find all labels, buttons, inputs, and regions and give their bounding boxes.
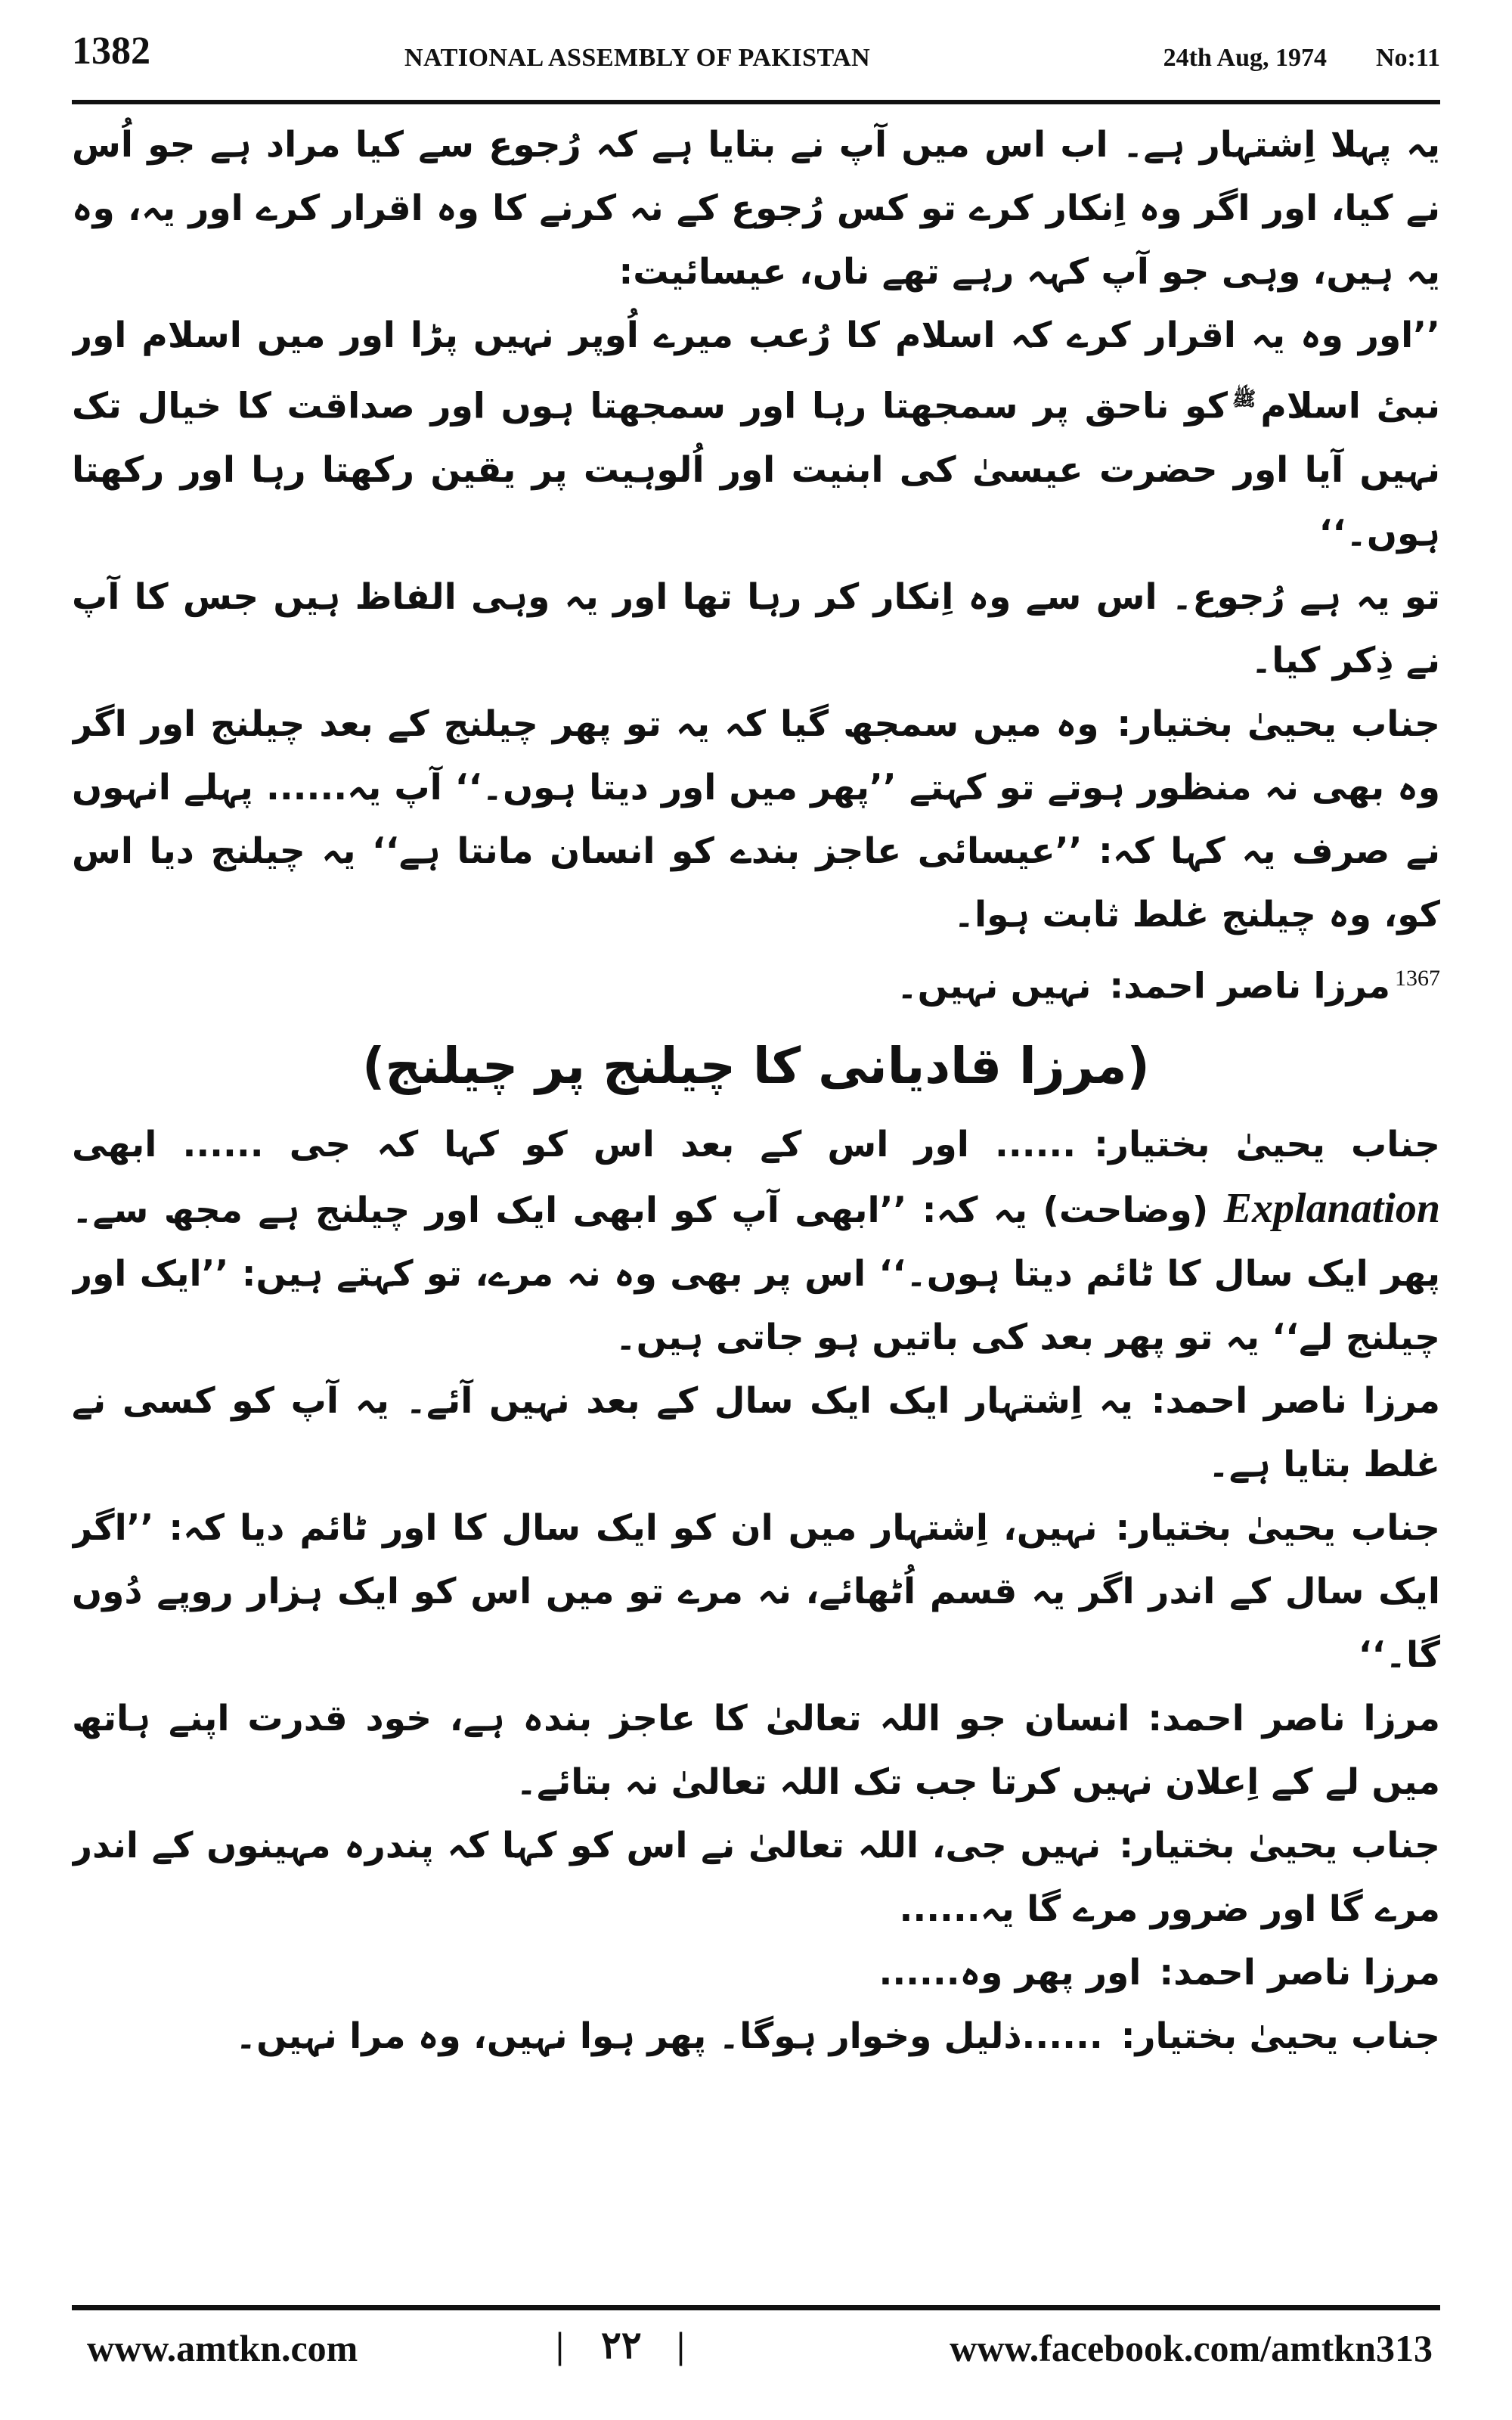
paragraph-3	[72, 566, 1440, 693]
latin-term: Explanation	[1223, 1185, 1440, 1233]
page-header	[72, 29, 1440, 94]
dialogue-yahya-3	[72, 1497, 1440, 1687]
dialogue-text-part2: (وضاحت) یہ کہ: ’’ابھی آپ کو ابھی ایک اور چیلنج ہے مجھ سے۔ پھر ایک سال کا ٹائم دیتا ہوں۔‘‘ اس پر بھی وہ نہ مرے، تو کہتے ہیں: ’’ایک اور چیلنج لے‘‘ یہ تو پھر بعد کی باتیں ہو جاتی ہیں۔	[72, 1190, 1440, 1359]
speaker-mirza: مرزا ناصر احمد:	[1159, 1952, 1440, 1994]
dialogue-mirza-2	[72, 1370, 1440, 1497]
header-title: NATIONAL ASSEMBLY OF PAKISTAN	[404, 44, 871, 72]
dialogue-yahya-2	[72, 1113, 1440, 1370]
dialogue-mirza-4	[72, 1941, 1440, 2005]
dialogue-text: نہیں، اِشتہار میں ان کو ایک سال کا اور ٹائم دیا کہ: ’’اگر ایک سال کے اندر اگر یہ قسم اُٹھائے، نہ مرے تو میں اس کو ایک ہزار روپے دُوں گا۔‘‘	[72, 1507, 1440, 1677]
quote-text-part2: کو ناحق پر سمجھتا رہا اور سمجھتا ہوں اور صداقت کا خیال تک نہیں آیا اور حضرت عیسیٰ کی ابنیت اور اُلوہیت پر یقین رکھتا رہا اور رکھتا ہوں۔‘‘	[72, 385, 1440, 554]
page-body	[72, 113, 1440, 2276]
dialogue-text: یہ اِشتہار ایک ایک سال کے بعد نہیں آئے۔ یہ آپ کو کسی نے غلط بتایا ہے۔	[72, 1380, 1440, 1486]
paragraph-quote	[72, 304, 1440, 566]
dialogue-yahya-4	[72, 1814, 1440, 1941]
dialogue-mirza-3	[72, 1687, 1440, 1814]
paragraph-text: تو یہ ہے رُجوع۔ اس سے وہ اِنکار کر رہا تھا اور یہ وہی الفاظ ہیں جس کا آپ نے ذِکر کیا۔	[72, 576, 1440, 681]
footer-website-link[interactable]: www.amtkn.com	[87, 2327, 358, 2369]
header-issue: No:11	[1376, 44, 1440, 72]
speaker-mirza: مرزا ناصر احمد:	[1109, 965, 1390, 1007]
dialogue-text: نہیں نہیں۔	[897, 965, 1092, 1007]
footer-separator: |	[556, 2324, 565, 2366]
dialogue-text: ......ذلیل وخوار ہوگا۔ پھر ہوا نہیں، وہ مرا نہیں۔	[235, 2015, 1103, 2058]
speaker-yahya: جناب یحییٰ بختیار:	[1117, 703, 1440, 745]
section-heading: (مرزا قادیانی کا چیلنج پر چیلنج)	[362, 1037, 1150, 1096]
paragraph-text: یہ پہلا اِشتہار ہے۔ اب اس میں آپ نے بتایا ہے کہ رُجوع سے کیا مراد ہے جو اُس نے کیا، اور اگر وہ اِنکار کرے تو کس رُجوع کے نہ کرنے کا وہ اقرار کرے اور یہ، وہ یہ ہیں، وہی جو آپ کہہ رہے تھے ناں، عیسائیت:	[72, 124, 1440, 293]
honorific-symbol: ﷺ	[1232, 388, 1256, 411]
footnote-marker: 1367	[1395, 965, 1440, 991]
dialogue-text: وہ میں سمجھ گیا کہ یہ تو پھر چیلنج کے بعد چیلنج اور اگر وہ بھی نہ منظور ہوتے تو کہتے ’’پھر میں اور دیتا ہوں۔‘‘ آپ یہ...... پہلے انہوں نے صرف یہ کہا کہ: ’’عیسائی عاجز بندے کو انسان مانتا ہے‘‘ یہ چیلنج دیا اس کو، وہ چیلنج غلط ثابت ہوا۔	[72, 703, 1440, 935]
dialogue-text: نہیں جی، اللہ تعالیٰ نے اس کو کہا کہ پندرہ مہینوں کے اندر مرے گا اور ضرور مرے گا یہ......	[72, 1825, 1440, 1931]
dialogue-text-part1: ...... اور اس کے بعد اس کو کہا کہ جی ...... ابھی	[72, 1124, 1077, 1166]
footer-facebook-link[interactable]: www.facebook.com/amtkn313	[950, 2327, 1433, 2369]
footer-rule	[72, 2305, 1440, 2310]
speaker-yahya: جناب یحییٰ بختیار:	[1094, 1124, 1440, 1166]
quote-text-part1: ’’اور وہ یہ اقرار کرے کہ اسلام کا رُعب میرے اُوپر نہیں پڑا اور میں اسلام اور نبیٔ اسلام	[72, 315, 1440, 427]
page-footer	[72, 2319, 1440, 2379]
dialogue-yahya-1	[72, 693, 1440, 947]
speaker-mirza: مرزا ناصر احمد:	[1151, 1380, 1440, 1423]
speaker-yahya: جناب یحییٰ بختیار:	[1115, 1507, 1440, 1550]
page-number: 1382	[72, 29, 150, 73]
header-rule	[72, 100, 1440, 104]
speaker-yahya: جناب یحییٰ بختیار:	[1120, 2015, 1440, 2058]
speaker-mirza: مرزا ناصر احمد:	[1148, 1698, 1440, 1740]
dialogue-yahya-5	[72, 2005, 1440, 2068]
dialogue-text: انسان جو اللہ تعالیٰ کا عاجز بندہ ہے، خود قدرت اپنے ہاتھ میں لے کے اِعلان نہیں کرتا جب تک اللہ تعالیٰ نہ بتائے۔	[72, 1698, 1440, 1804]
paragraph-1	[72, 113, 1440, 304]
dialogue-text: اور پھر وہ......	[878, 1952, 1142, 1994]
footer-separator: |	[677, 2324, 686, 2366]
header-date: 24th Aug, 1974	[1163, 44, 1327, 72]
speaker-yahya: جناب یحییٰ بختیار:	[1119, 1825, 1440, 1867]
dialogue-mirza-1	[72, 947, 1440, 1019]
footer-page-number: ۲۲	[601, 2324, 642, 2366]
